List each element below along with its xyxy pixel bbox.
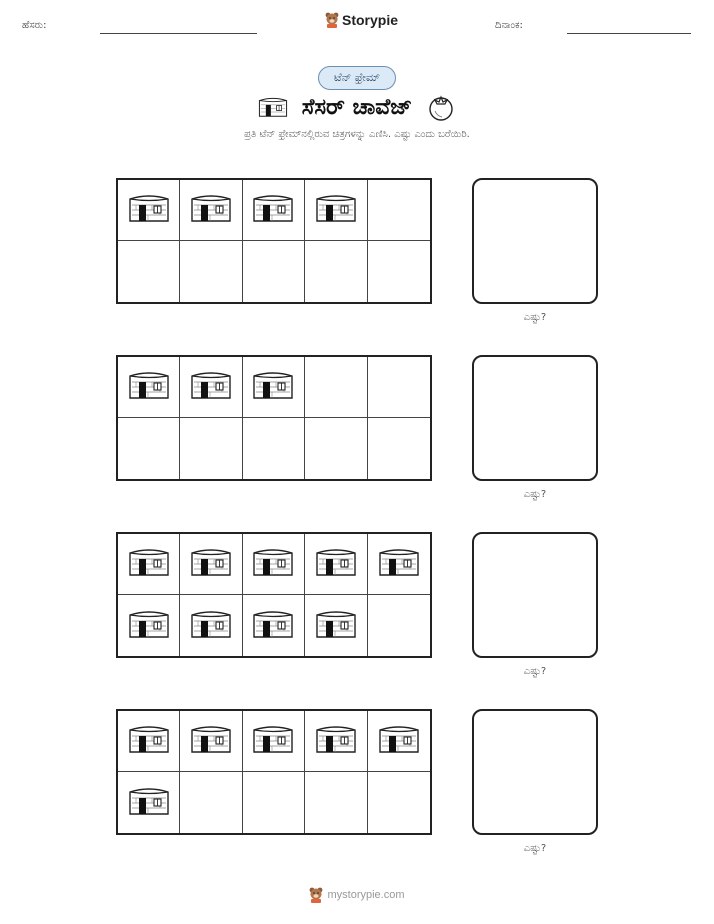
ten-frame-cell <box>368 772 430 833</box>
tomato-icon <box>426 92 456 122</box>
ten-frame-cell <box>305 180 367 241</box>
how-many-label: ಎಷ್ಟು? <box>523 489 547 500</box>
ten-frame-cell <box>180 357 242 418</box>
ten-frame-cell <box>305 241 367 302</box>
ten-frame <box>116 709 432 835</box>
brand-name: Storypie <box>342 12 399 28</box>
ten-frame-cell <box>180 418 242 479</box>
ten-frame-cell <box>305 772 367 833</box>
house-icon <box>128 609 170 643</box>
ten-frame-cell <box>243 772 305 833</box>
house-icon <box>252 547 294 581</box>
name-line[interactable] <box>100 33 257 34</box>
house-icon <box>128 370 170 404</box>
ten-frame-cell <box>180 595 242 656</box>
worksheet-type-badge: ಟೆನ್ ಫ್ರೇಮ್ <box>318 66 396 90</box>
ten-frame-cell <box>243 357 305 418</box>
ten-frame-cell <box>243 180 305 241</box>
how-many-label: ಎಷ್ಟು? <box>523 843 547 854</box>
how-many-label: ಎಷ್ಟು? <box>523 312 547 323</box>
house-icon <box>190 724 232 758</box>
ten-frame-cell <box>305 711 367 772</box>
ten-frame-cell <box>243 595 305 656</box>
ten-frame <box>116 178 432 304</box>
brand-logo <box>325 12 398 28</box>
ten-frame-cell <box>118 241 180 302</box>
ten-frame-cell <box>118 711 180 772</box>
ten-frame-cell <box>118 357 180 418</box>
ten-frame-cell <box>118 180 180 241</box>
house-icon <box>252 370 294 404</box>
ten-frame-cell <box>368 711 430 772</box>
ten-frame-cell <box>305 534 367 595</box>
house-icon <box>378 547 420 581</box>
ten-frame-cell <box>368 595 430 656</box>
ten-frame-cell <box>305 418 367 479</box>
house-icon <box>190 547 232 581</box>
ten-frame-cell <box>243 418 305 479</box>
ten-frame-cell <box>368 357 430 418</box>
ten-frame-cell <box>118 534 180 595</box>
house-icon <box>190 193 232 227</box>
instruction-text: ಪ್ರತಿ ಟೆನ್ ಫ್ರೇಮ್‌ನಲ್ಲಿರುವ ಚಿತ್ರಗಳನ್ನು ಎಣಿಸಿ. ಎಷ್ಟು ಎಂದು ಬರೆಯಿರಿ. <box>244 129 470 140</box>
ten-frame-cell <box>118 772 180 833</box>
ten-frame-cell <box>305 595 367 656</box>
house-icon <box>315 724 357 758</box>
house-icon <box>258 95 288 119</box>
ten-frame-cell <box>305 357 367 418</box>
ten-frame-cell <box>368 534 430 595</box>
ten-frame-cell <box>180 534 242 595</box>
title-row <box>0 92 714 122</box>
name-label: ಹೆಸರು: <box>22 20 47 31</box>
answer-box[interactable] <box>472 355 598 481</box>
house-icon <box>190 370 232 404</box>
how-many-label: ಎಷ್ಟು? <box>523 666 547 677</box>
answer-box[interactable] <box>472 532 598 658</box>
house-icon <box>128 786 170 820</box>
worksheet-title: ಸೆಸರ್ ಚಾವೆಜ್ <box>301 94 413 120</box>
house-icon <box>315 193 357 227</box>
ten-frame-cell <box>368 180 430 241</box>
house-icon <box>128 724 170 758</box>
house-icon <box>128 193 170 227</box>
footer <box>0 887 714 903</box>
answer-box[interactable] <box>472 709 598 835</box>
ten-frame-cell <box>118 595 180 656</box>
ten-frame-cell <box>368 241 430 302</box>
ten-frame-cell <box>180 180 242 241</box>
house-icon <box>315 609 357 643</box>
answer-box[interactable] <box>472 178 598 304</box>
house-icon <box>378 724 420 758</box>
ten-frame-cell <box>243 711 305 772</box>
date-line[interactable] <box>567 33 691 34</box>
ten-frame-cell <box>180 241 242 302</box>
house-icon <box>128 547 170 581</box>
bear-logo-icon <box>325 12 339 28</box>
house-icon <box>315 547 357 581</box>
footer-url[interactable]: mystorypie.com <box>327 889 405 901</box>
ten-frame-cell <box>243 241 305 302</box>
ten-frame-cell <box>180 711 242 772</box>
ten-frame-cell <box>118 418 180 479</box>
ten-frame-cell <box>368 418 430 479</box>
bear-logo-icon <box>309 887 323 903</box>
ten-frame <box>116 355 432 481</box>
house-icon <box>252 609 294 643</box>
house-icon <box>252 724 294 758</box>
ten-frame-cell <box>243 534 305 595</box>
ten-frame-cell <box>180 772 242 833</box>
house-icon <box>252 193 294 227</box>
date-label: ದಿನಾಂಕ: <box>495 20 523 31</box>
house-icon <box>190 609 232 643</box>
ten-frame <box>116 532 432 658</box>
